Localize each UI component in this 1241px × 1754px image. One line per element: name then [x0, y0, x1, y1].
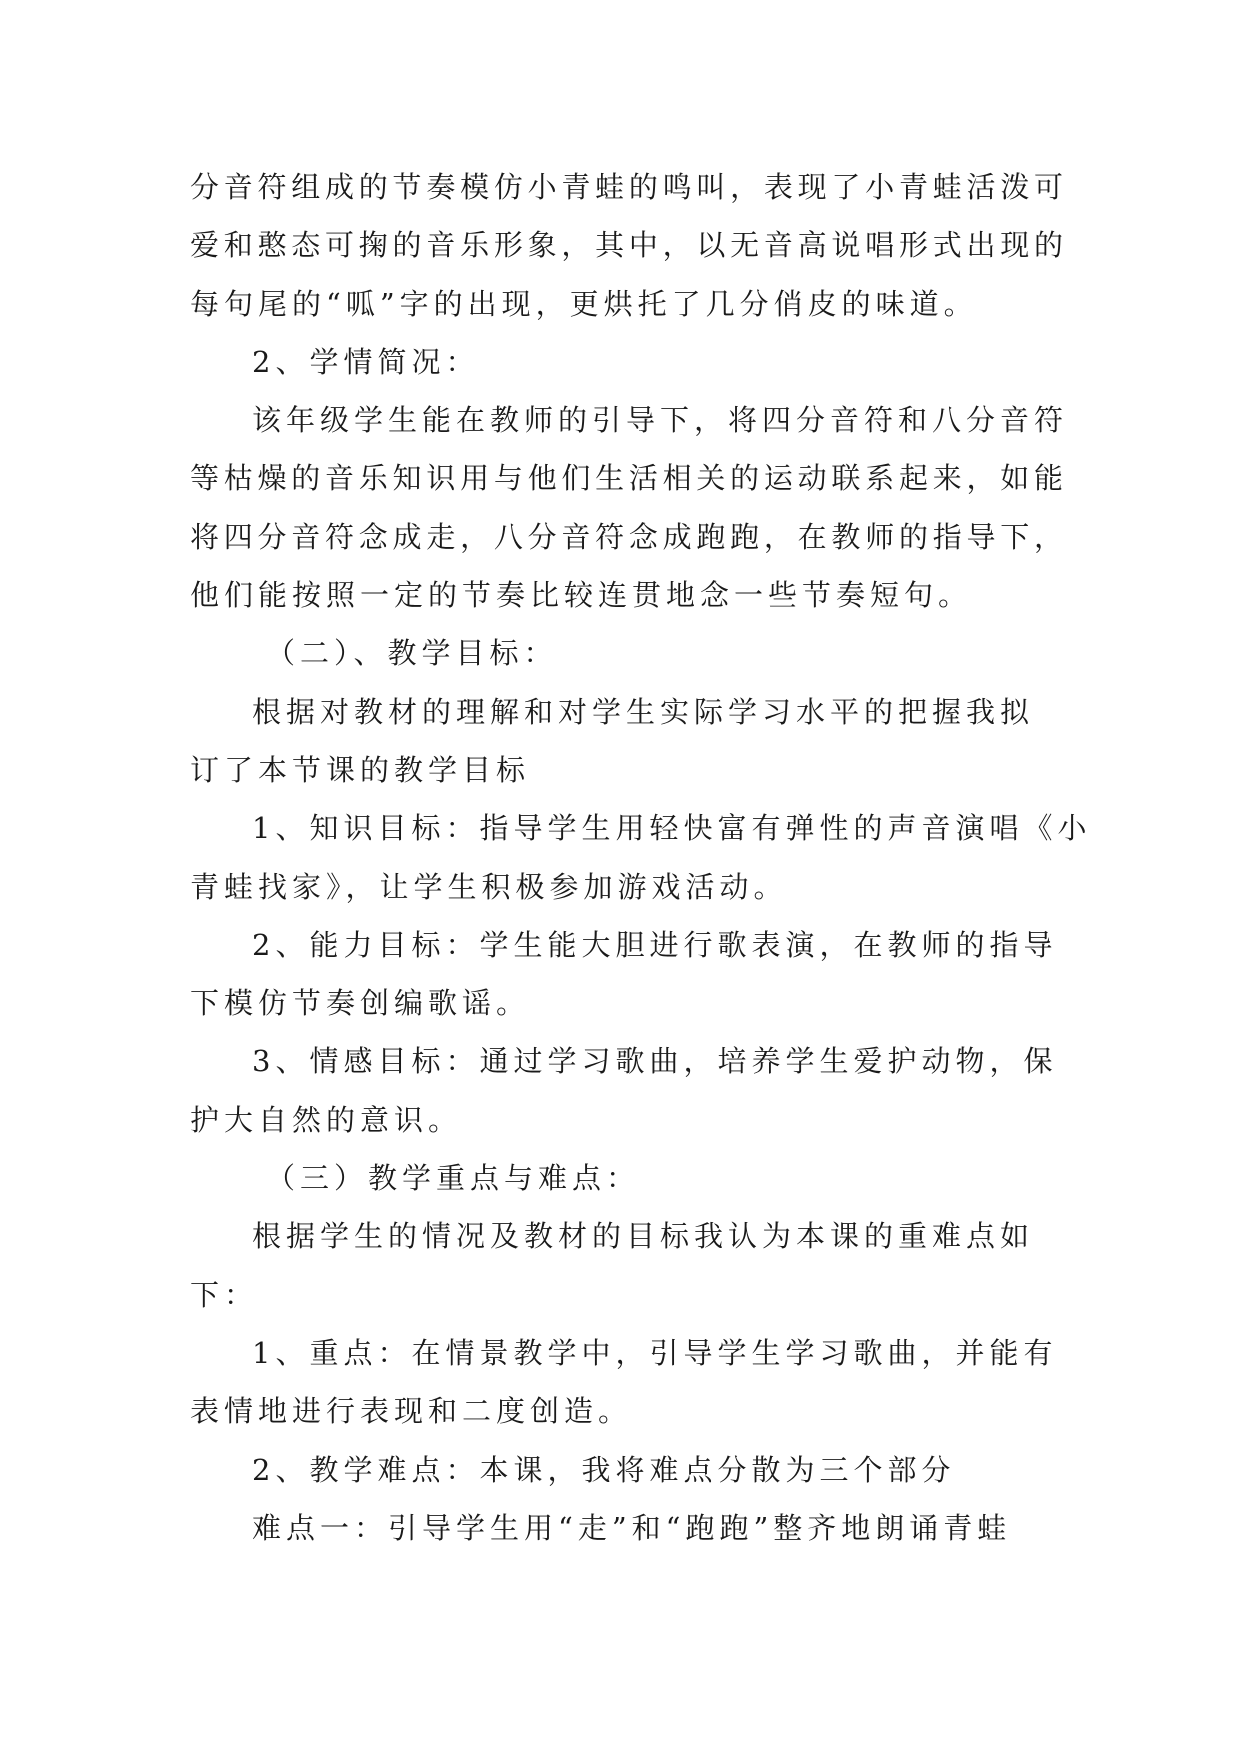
paragraph-line: 青蛙找家》，让学生积极参加游戏活动。 [190, 869, 788, 904]
paragraph-line: 他们能按照一定的节奏比较连贯地念一些节奏短句。 [190, 578, 973, 613]
paragraph-line: 下模仿节奏创编歌谣。 [190, 986, 531, 1021]
paragraph-line: 1、重点：在情景教学中，引导学生学习歌曲，并能有 [252, 1335, 1058, 1370]
paragraph-line: 根据对教材的理解和对学生实际学习水平的把握我拟 [252, 694, 1035, 729]
paragraph-line: 爱和憨态可掬的音乐形象，其中，以无音高说唱形式出现的 [190, 228, 1063, 263]
paragraph-line: 2、能力目标：学生能大胆进行歌表演，在教师的指导 [252, 927, 1058, 962]
paragraph-line: 难点一：引导学生用“走”和“跑跑”整齐地朗诵青蛙 [252, 1510, 1012, 1545]
paragraph-line: 2、教学难点：本课，我将难点分散为三个部分 [252, 1452, 956, 1487]
section-heading: （三）教学重点与难点： [266, 1161, 641, 1196]
paragraph-line: 等枯燥的音乐知识用与他们生活相关的运动联系起来，如能 [190, 461, 1063, 496]
paragraph-line: 将四分音符念成走，八分音符念成跑跑，在教师的指导下， [190, 519, 1063, 554]
paragraph-line: 订了本节课的教学目标 [190, 752, 531, 787]
paragraph-line: 根据学生的情况及教材的目标我认为本课的重难点如 [252, 1219, 1035, 1254]
paragraph-line: 1、知识目标：指导学生用轻快富有弹性的声音演唱《小 [252, 811, 1092, 846]
paragraph-line: 3、情感目标：通过学习歌曲，培养学生爱护动物，保 [252, 1044, 1058, 1079]
paragraph-line: 护大自然的意识。 [190, 1102, 463, 1137]
paragraph-line: 每句尾的“呱”字的出现，更烘托了几分俏皮的味道。 [190, 286, 978, 321]
paragraph-line: 下： [190, 1277, 259, 1312]
document-body [190, 158, 1092, 1557]
paragraph-line: 表情地进行表现和二度创造。 [190, 1394, 633, 1429]
paragraph-line: 该年级学生能在教师的引导下，将四分音符和八分音符 [252, 403, 1069, 438]
section-heading: （二）、教学目标： [266, 636, 558, 671]
paragraph-line: 分音符组成的节奏模仿小青蛙的鸣叫，表现了小青蛙活泼可 [190, 170, 1063, 204]
section-heading: 2、学情简况： [252, 344, 480, 379]
